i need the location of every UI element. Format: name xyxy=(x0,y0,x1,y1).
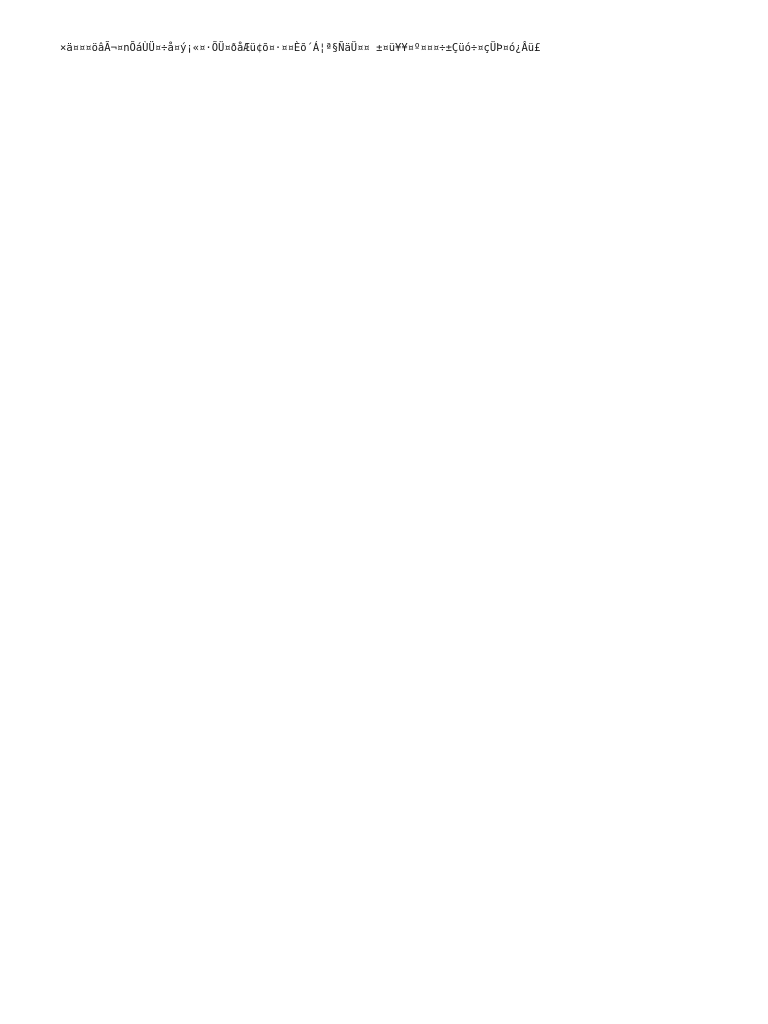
garbled-text-body: ×ä¤¤¤öâÃ¬¤nÕáÙÜ¤÷å¤ý¡«¤·ÕÜ¤ðåÆü¢õ¤·¤¤Èõ´Á¦ª§ÑäÜ¤¤ ±¤ü¥¥¤º¤¤¤÷±Çüó÷¤çÜÞ¤ó¿Âü£ xyxy=(60,42,541,54)
